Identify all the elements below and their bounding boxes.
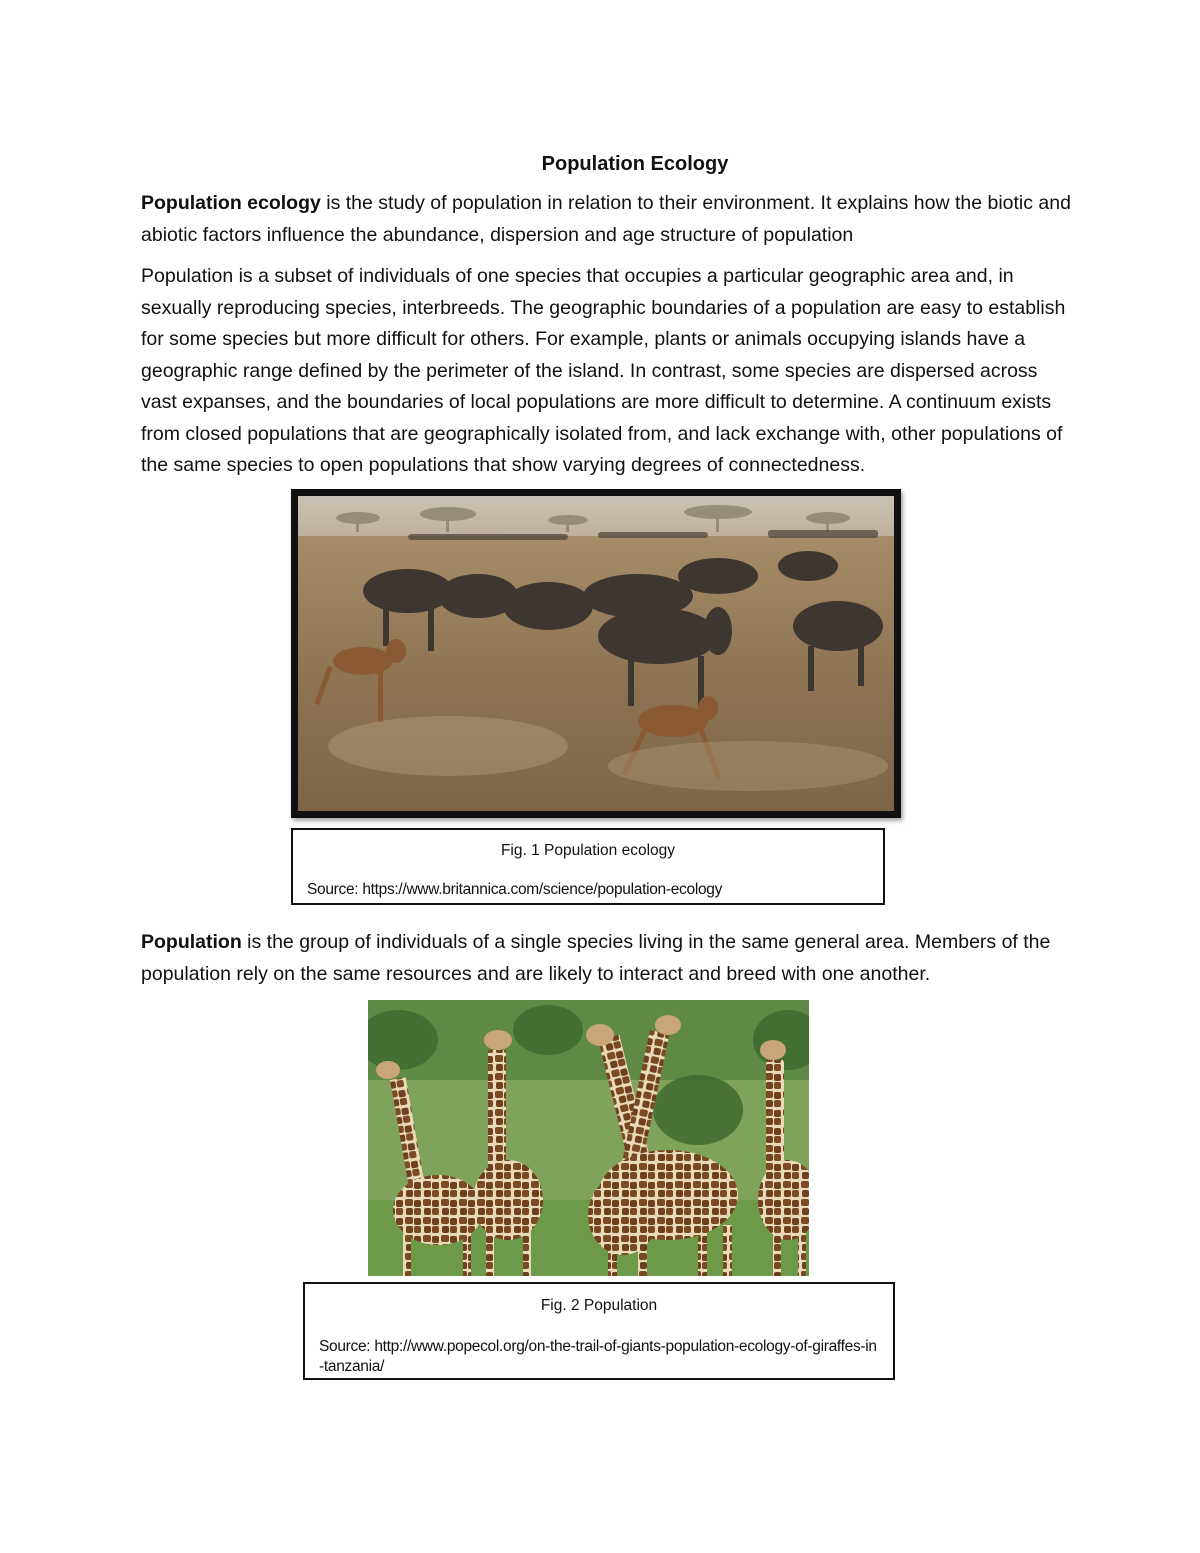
figure-2-source: Source: http://www.popecol.org/on-the-trail-of-giants-population-ecology-of-giraffes-in-tanzania/	[319, 1338, 877, 1375]
figure-wildebeest-photo	[291, 489, 901, 818]
figure-1-caption-box	[291, 828, 885, 905]
term-population: Population	[141, 931, 242, 953]
figure-giraffe-photo	[368, 1000, 809, 1276]
page-title: Population Ecology	[541, 153, 729, 175]
figure-2-caption-box	[303, 1282, 895, 1380]
figure-1-source: Source: https://www.britannica.com/science/population-ecology	[307, 881, 723, 898]
paragraph-population-definition: Population is a subset of individuals of one species that occupies a particular geographic area and, in sexually reproducing species, interbreeds. The geographic boundaries of a population are easy to establish for some species but more difficult for others. For example, plants or animals occupying islands have a geographic range defined by the perimeter of the island. In contrast, some species are dispersed across vast expanses, and the boundaries of local populations are more difficult to determine. A continuum exists from closed populations that are geographically isolated from, and lack exchange with, other populations of the same species to open populations that show varying degrees of connectedness.	[141, 265, 1066, 476]
paragraph-text: is the group of individuals of a single species living in the same general area. Members of the population rely on the same resources and are likely to interact and breed with one another.	[141, 931, 1051, 985]
wildebeest-herd-image	[298, 496, 894, 811]
paragraph-population	[141, 927, 1071, 990]
paragraph-text: is the study of population in relation to their environment. It explains how the biotic and abiotic factors influence the abundance, dispersion and age structure of population	[141, 192, 1071, 246]
giraffe-group-image	[368, 1000, 809, 1276]
term-population-ecology: Population ecology	[141, 192, 321, 214]
figure-1-caption: Fig. 1 Population ecology	[500, 842, 676, 859]
figure-2-caption: Fig. 2 Population	[540, 1297, 658, 1314]
paragraph-population-ecology	[141, 188, 1071, 251]
